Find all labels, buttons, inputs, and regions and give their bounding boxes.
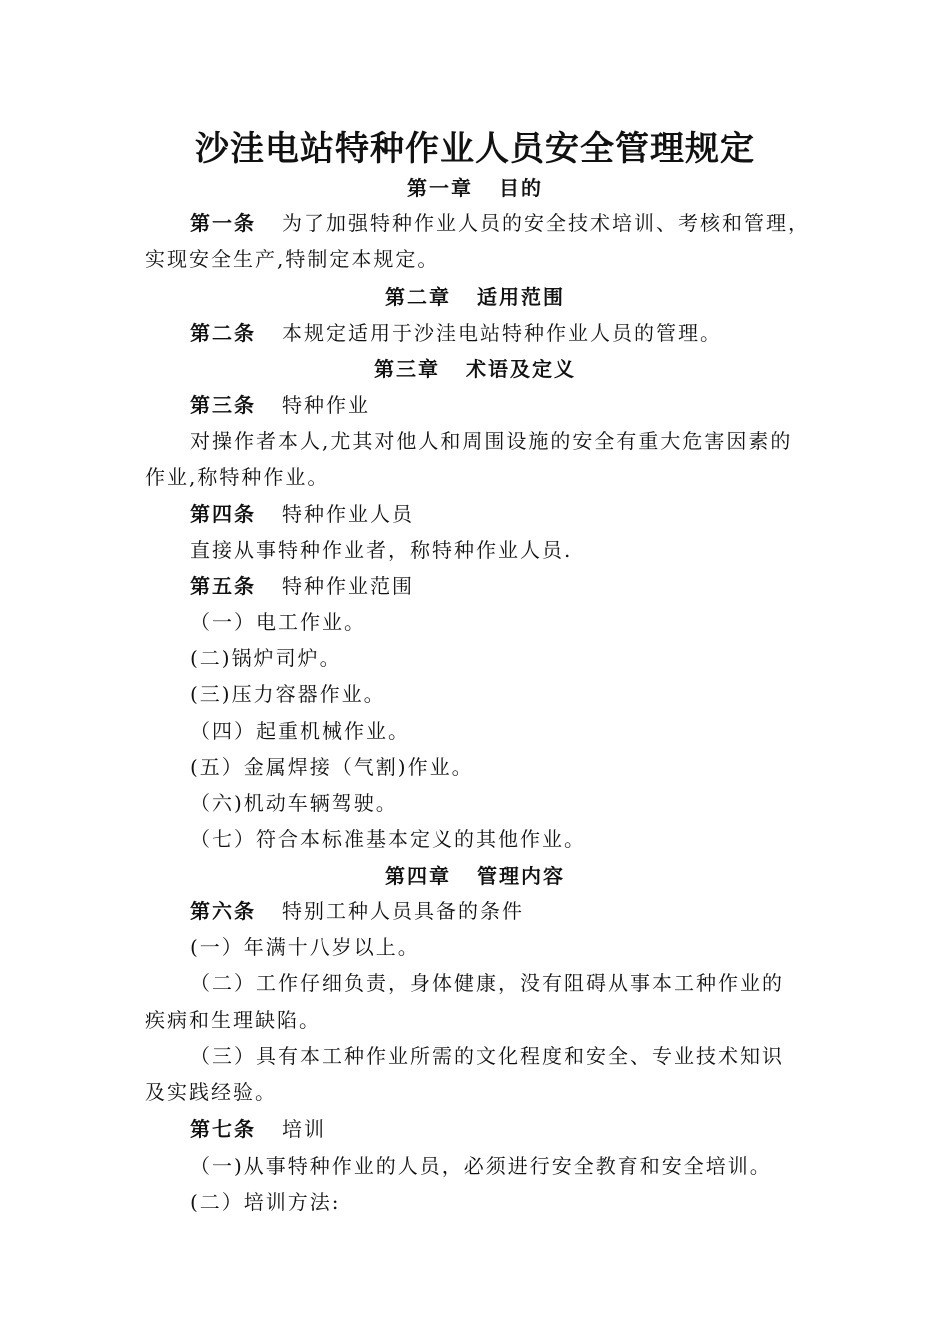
list-item: （三）具有本工种作业所需的文化程度和安全、专业技术知识	[190, 1044, 784, 1068]
chapter-label: 第三章	[374, 357, 440, 381]
list-item: (五）金属焊接（气割)作业。	[190, 755, 474, 779]
article-line	[190, 500, 414, 528]
continuation-line: 实现安全生产,特制定本规定。	[145, 247, 440, 271]
article-text: 特别工种人员具备的条件	[282, 899, 524, 923]
list-item: （二）工作仔细负责，身体健康，没有阻碍从事本工种作业的	[190, 971, 784, 995]
paragraph-line: 对操作者本人,尤其对他人和周围设施的安全有重大危害因素的	[190, 429, 793, 453]
continuation-line: 作业,称特种作业。	[145, 465, 330, 489]
article-text: 特种作业人员	[282, 502, 414, 526]
article-label: 第七条	[190, 1117, 256, 1141]
list-item: (一）年满十八岁以上。	[190, 935, 420, 959]
article-label: 第一条	[190, 211, 256, 235]
chapter-title: 目的	[499, 176, 543, 200]
article-label: 第六条	[190, 899, 256, 923]
chapter-heading	[0, 862, 950, 890]
article-line	[190, 572, 414, 600]
list-item: （七）符合本标准基本定义的其他作业。	[190, 827, 586, 851]
chapter-title: 术语及定义	[466, 357, 576, 381]
chapter-label: 第一章	[407, 176, 473, 200]
list-item: (二）培训方法:	[190, 1190, 341, 1214]
article-text: 特种作业范围	[282, 574, 414, 598]
article-label: 第五条	[190, 574, 256, 598]
article-line	[190, 209, 810, 237]
list-item: (二)锅炉司炉。	[190, 646, 342, 670]
article-text: 培训	[282, 1117, 326, 1141]
article-text: 特种作业	[282, 393, 370, 417]
chapter-heading	[0, 355, 950, 383]
chapter-label: 第四章	[385, 864, 451, 888]
list-item: （一）电工作业。	[190, 610, 366, 634]
chapter-title: 适用范围	[477, 285, 565, 309]
document-title: 沙洼电站特种作业人员安全管理规定	[195, 129, 755, 169]
paragraph-line: 直接从事特种作业者，称特种作业人员.	[190, 538, 573, 562]
chapter-heading	[0, 174, 950, 202]
article-line	[190, 897, 524, 925]
article-text: 为了加强特种作业人员的安全技术培训、考核和管理，	[282, 211, 810, 235]
chapter-title: 管理内容	[477, 864, 565, 888]
list-item: （六)机动车辆驾驶。	[190, 791, 398, 815]
chapter-heading	[0, 283, 950, 311]
continuation-line: 疾病和生理缺陷。	[145, 1008, 321, 1032]
article-line	[190, 1115, 326, 1143]
list-item: (三)压力容器作业。	[190, 682, 386, 706]
article-text: 本规定适用于沙洼电站特种作业人员的管理。	[282, 321, 722, 345]
article-label: 第四条	[190, 502, 256, 526]
chapter-label: 第二章	[385, 285, 451, 309]
continuation-line: 及实践经验。	[145, 1080, 277, 1104]
article-label: 第三条	[190, 393, 256, 417]
article-label: 第二条	[190, 321, 256, 345]
list-item: （一)从事特种作业的人员，必须进行安全教育和安全培训。	[190, 1154, 772, 1178]
article-line	[190, 319, 722, 347]
list-item: （四）起重机械作业。	[190, 719, 410, 743]
article-line	[190, 391, 370, 419]
